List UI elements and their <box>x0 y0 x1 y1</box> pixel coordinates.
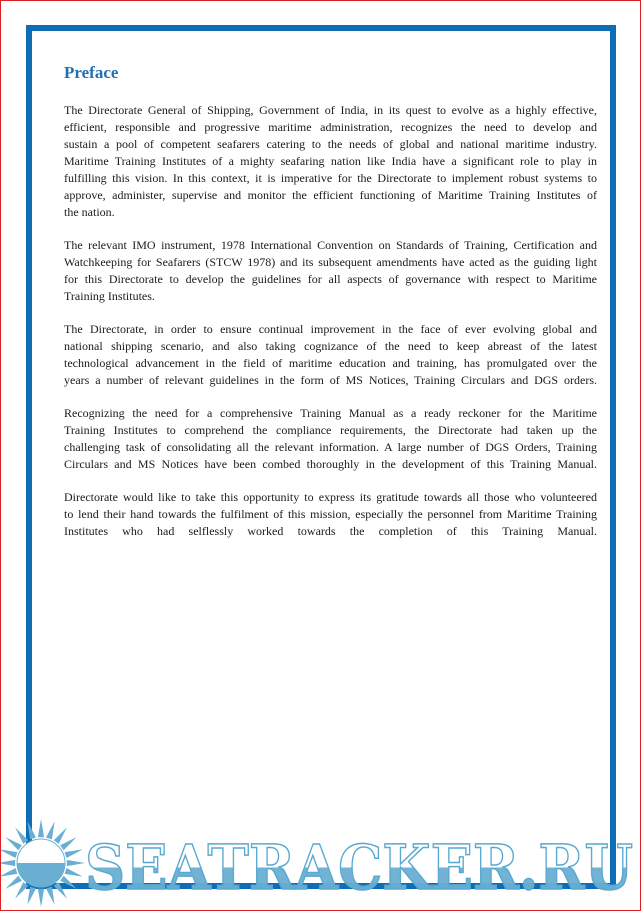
text-line: approve, administer, supervise and monitor the efficient functioning of Maritime Training Institutes of <box>64 188 597 202</box>
text-line: Maritime Training Institutes of a mighty seafaring nation like India have a significant role to play in <box>64 154 597 168</box>
sun-ray <box>27 887 36 905</box>
text-line: sustain a pool of competent seafarers catering to the needs of global and national maritime industry. <box>64 137 597 151</box>
paragraph <box>64 489 597 540</box>
paragraph <box>64 102 597 221</box>
text-line: years a number of relevant guidelines in the form of MS Notices, Training Circulars and DGS orders. <box>64 373 597 387</box>
sun-ray <box>38 889 44 907</box>
text-line: Training Institutes. <box>64 289 155 303</box>
text-line: Directorate would like to take this opportunity to express its gratitude towards all those who volunteered <box>64 490 597 504</box>
text-line: fulfilling this vision. In this context, it is imperative for the Directorate to implement robust systems to <box>64 171 597 185</box>
sun-ray <box>46 887 55 905</box>
text-line: Circulars and MS Notices have been combed thoroughly in the development of this Training Manual. <box>64 457 597 471</box>
sun-ray <box>1 868 17 877</box>
paragraph <box>64 321 597 389</box>
paragraph <box>64 405 597 473</box>
page-border-bottom-rule <box>26 887 616 889</box>
sun-ray <box>1 860 15 866</box>
text-line: for this Directorate to develop the guidelines for all aspects of governance with respect to Maritime <box>64 272 597 286</box>
paragraph <box>64 237 597 305</box>
text-line: the nation. <box>64 205 115 219</box>
sun-ray <box>5 837 21 850</box>
text-line: Recognizing the need for a comprehensive Training Manual as a ready reckoner for the Maritime <box>64 406 597 420</box>
text-line: Watchkeeping for Seafarers (STCW 1978) and its subsequent amendments have acted as the guiding light <box>64 255 597 269</box>
text-line: challenging task of consolidating all the relevant information. A large number of DGS Orders, Training <box>64 440 597 454</box>
document-body <box>64 102 597 556</box>
text-line: The relevant IMO instrument, 1978 International Convention on Standards of Training, Certification and <box>64 238 597 252</box>
text-line: The Directorate, in order to ensure continual improvement in the face of ever evolving global and <box>64 322 597 336</box>
text-line: national shipping scenario, and also taking cognizance of the need to keep abreast of the latest <box>64 339 597 353</box>
page-title: Preface <box>64 63 119 82</box>
watermark-text: SEATRACKER.RU <box>85 831 633 904</box>
text-line: Institutes who had selflessly worked towards the completion of this Training Manual. <box>64 524 597 538</box>
text-line: efficient, responsible and progressive maritime administration, recognizes the need to develop and <box>64 120 597 134</box>
sun-ray <box>5 876 21 889</box>
sun-ray <box>1 849 17 858</box>
text-line: to lend their hand towards the fulfilment of this mission, especially the personnel from Maritime Training <box>64 507 597 521</box>
text-line: technological advancement in the field of maritime education and training, has promulgated over the <box>64 356 597 370</box>
text-line: The Directorate General of Shipping, Government of India, in its quest to evolve as a highly effective, <box>64 103 597 117</box>
text-line: Training Institutes to comprehend the compliance requirements, the Directorate had taken up the <box>64 423 597 437</box>
page-border-right-rule <box>612 25 614 889</box>
